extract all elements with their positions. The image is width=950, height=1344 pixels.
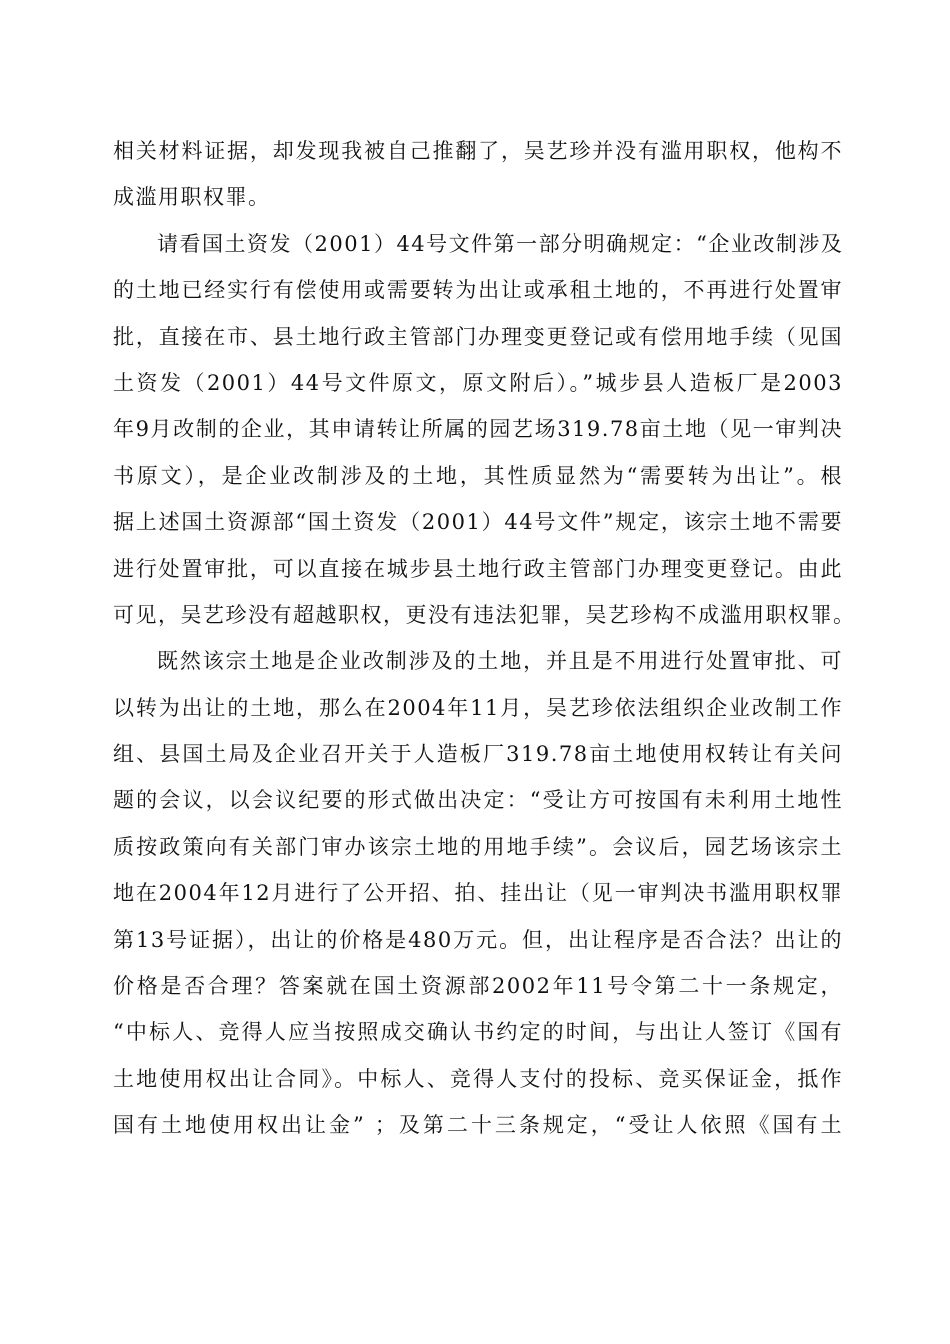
text-line: 组、县国土局及企业召开关于人造板厂319.78亩土地使用权转让有关问 (113, 742, 843, 767)
text-line: 进行处置审批，可以直接在城步县土地行政主管部门办理变更登记。由此 (113, 556, 843, 581)
text-line: 题的会议，以会议纪要的形式做出决定：“受让方可按国有未利用土地性 (113, 788, 843, 813)
text-line: 国有土地使用权出让金” ；及第二十三条规定，“受让人依照《国有土 (113, 1113, 843, 1138)
text-line: 年9月改制的企业，其申请转让所属的园艺场319.78亩土地（见一审判决 (113, 417, 843, 442)
text-line: 相关材料证据，却发现我被自己推翻了，吴艺珍并没有滥用职权，他构不 (113, 139, 843, 163)
text-line: 土地使用权出让合同》。中标人、竞得人支付的投标、竞买保证金，抵作 (113, 1066, 843, 1091)
text-line: 书原文），是企业改制涉及的土地，其性质显然为“需要转为出让”。根 (113, 463, 843, 488)
text-line: 价格是否合理？答案就在国土资源部2002年11号令第二十一条规定， (113, 974, 843, 999)
text-line: 以转为出让的土地，那么在2004年11月，吴艺珍依法组织企业改制工作 (113, 695, 843, 720)
paragraph-start-line: 请看国土资发（2001）44号文件第一部分明确规定：“企业改制涉及 (157, 231, 844, 256)
text-line: 的土地已经实行有偿使用或需要转为出让或承租土地的，不再进行处置审 (113, 278, 843, 303)
text-line: 成滥用职权罪。 (113, 185, 271, 210)
paragraph-start-line: 既然该宗土地是企业改制涉及的土地，并且是不用进行处置审批、可 (157, 649, 843, 674)
document-body (113, 128, 856, 1149)
text-line: 土资发（2001）44号文件原文，原文附后）。”城步县人造板厂是2003 (113, 370, 843, 395)
text-line: 据上述国土资源部“国土资发（2001）44号文件”规定，该宗土地不需要 (113, 510, 843, 535)
text-line: 可见，吴艺珍没有超越职权，更没有违法犯罪，吴艺珍构不成滥用职权罪。 (113, 602, 856, 627)
text-line: 第13号证据），出让的价格是480万元。但，出让程序是否合法？出让的 (113, 927, 843, 952)
text-line: “中标人、竞得人应当按照成交确认书约定的时间，与出让人签订《国有 (113, 1020, 843, 1045)
text-line: 质按政策向有关部门审办该宗土地的用地手续”。会议后，园艺场该宗土 (113, 834, 843, 859)
text-line: 地在2004年12月进行了公开招、拍、挂出让（见一审判决书滥用职权罪 (113, 881, 843, 906)
text-line: 批，直接在市、县土地行政主管部门办理变更登记或有偿用地手续（见国 (113, 324, 843, 349)
